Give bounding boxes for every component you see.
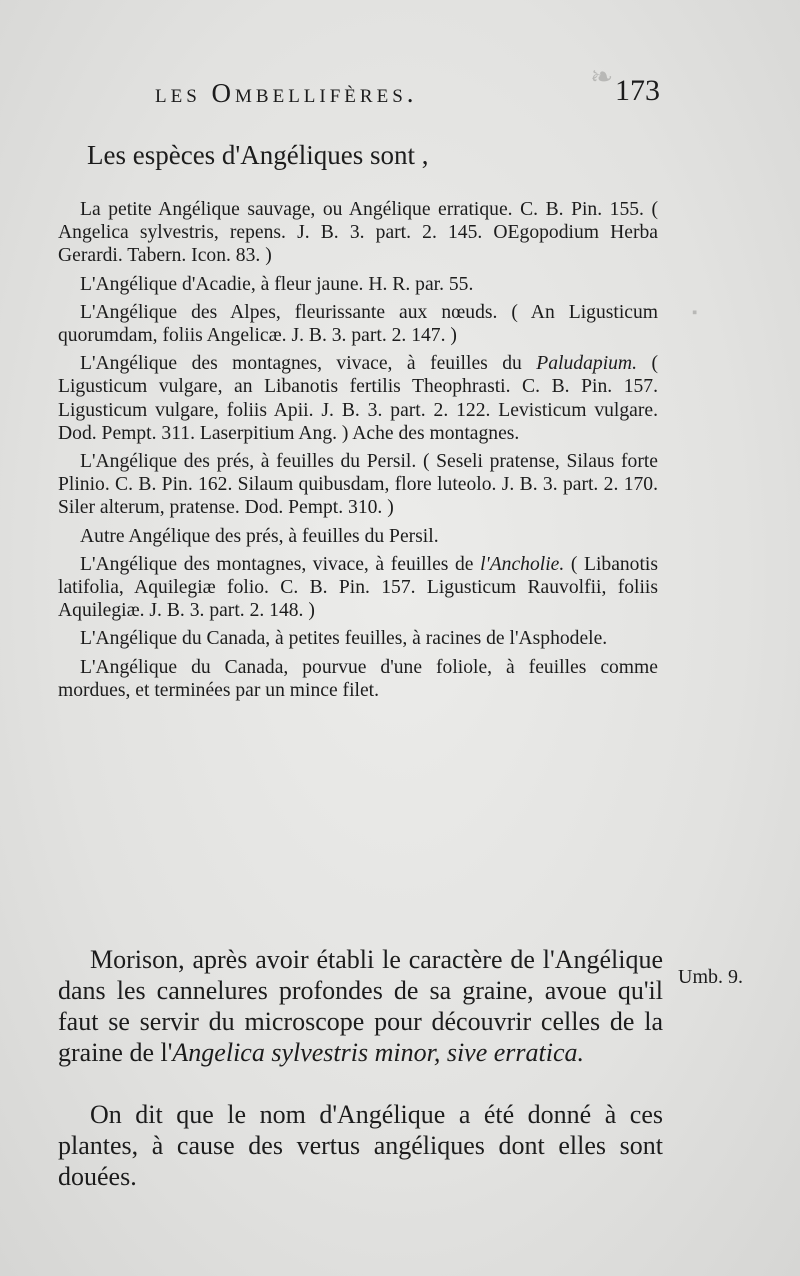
morison-paragraph [58, 944, 663, 1068]
species-entry [58, 352, 658, 445]
species-entry: L'Angélique des prés, à feuilles du Persil. ( Seseli pratense, Silaus forte Plinio. C. B. Pin. 162. Silaum quibusdam, flore luteolo. J. B. 3. part. 2. 170. Siler alterum, pratense. Dod. Pempt. 310. ) [58, 451, 658, 519]
entry-text: L'Angélique des montagnes, vivace, à feuilles de [80, 553, 481, 575]
page-number: 173 [615, 74, 660, 107]
entry-italic: l'Ancholie. [480, 553, 565, 575]
paragraph-italic: Angelica sylvestris minor, sive erratica. [172, 1038, 585, 1067]
entry-text: ( Libanotis latifolia, Aquilegiæ folio. C. B. Pin. 157. Ligusticum Rauvolfii, foliis Aquilegiæ. J. B. 3. part. 2. 148. ) [58, 553, 658, 622]
entry-text: L'Angélique des montagnes, vivace, à feuilles du [80, 353, 537, 375]
bleed-through-text: ▪ [692, 305, 698, 321]
species-entry: L'Angélique du Canada, à petites feuilles, à racines de l'Asphodele. [80, 628, 608, 650]
running-header [155, 74, 660, 118]
species-entry: L'Angélique d'Acadie, à fleur jaune. H. R. par. 55. [80, 273, 474, 295]
entry-text: ( Ligusticum vulgare, an Libanotis fertilis Theophrasti. C. B. Pin. 157. Ligusticum vulgare, foliis Apii. J. B. 3. part. 2. 122. Levisticum vulgare. Dod. Pempt. 311. Laserpitium Ang. ) Ache des montagnes. [58, 353, 658, 444]
section-heading: Les espèces d'Angéliques sont , [87, 140, 429, 170]
header-title: les Ombellifères. [155, 78, 418, 108]
entry-italic: Paludapium. [536, 353, 637, 375]
species-entry: Autre Angélique des prés, à feuilles du Persil. [80, 525, 439, 547]
species-list [58, 198, 658, 707]
margin-note: Umb. 9. [678, 966, 743, 988]
species-entry [58, 553, 658, 623]
paragraph-text: Morison, après avoir établi le caractère de l'Angélique dans les cannelures profondes de sa graine, avoue qu'il faut se servir du microscope pour découvrir celles de la graine de l' [58, 945, 663, 1067]
species-entry: L'Angélique des Alpes, fleurissante aux nœuds. ( An Ligusticum quorumdam, foliis Angelicæ. J. B. 3. part. 2. 147. ) [58, 301, 658, 347]
species-entry: La petite Angélique sauvage, ou Angélique erratique. C. B. Pin. 155. ( Angelica sylvestris, repens. J. B. 3. part. 2. 145. OEgopodium Herba Gerardi. Tabern. Icon. 83. ) [58, 199, 658, 267]
name-origin-paragraph: On dit que le nom d'Angélique a été donné à ces plantes, à cause des vertus angéliques dont elles sont douées. [58, 1100, 663, 1191]
species-entry: L'Angélique du Canada, pourvue d'une foliole, à feuilles comme mordues, et terminées par un mince filet. [58, 656, 658, 701]
bleed-through-text: ☙ [590, 62, 614, 91]
